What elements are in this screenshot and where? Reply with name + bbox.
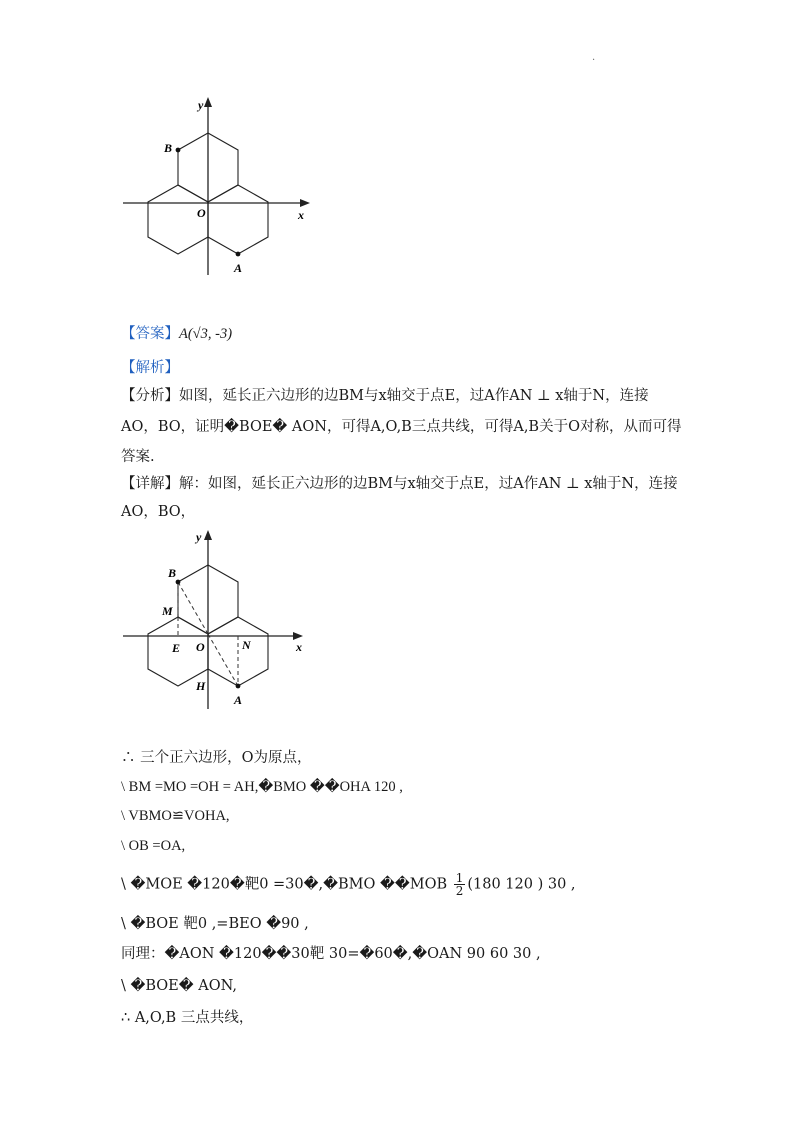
answer-tag: 【答案】 [121, 326, 179, 342]
detail-line-1 [121, 474, 678, 494]
fig1-label-y: y [198, 98, 204, 112]
fig2-label-x: x [296, 640, 302, 654]
step-6: \ �BOE 靶0 ,=BEO �90 , [121, 916, 309, 932]
fig1-label-x: x [298, 208, 304, 222]
fig2-label-h: H [196, 679, 206, 693]
step-5-right: (180 120 ) 30 , [467, 876, 576, 893]
step-7: 同理：�AON �120��30靶 30=�60�,�OAN 90 60 30 , [121, 946, 541, 962]
step-5-left: \ �MOE �120�靶0 =30�,�BMO ��MOB [121, 876, 452, 893]
fig2-label-a: A [234, 693, 243, 707]
fig2-label-b: B [168, 566, 177, 580]
fenxi-line-1 [121, 386, 649, 406]
analysis-line [121, 358, 179, 378]
step-4: \ OB =OA, [121, 838, 186, 854]
figure-hexagons-1 [118, 95, 318, 280]
step-8: \ �BOE� AON, [121, 978, 237, 994]
fig1-label-a: A [234, 261, 243, 275]
fig2-label-m: M [162, 604, 173, 618]
step-1: ∴ 三个正六边形，O为原点， [121, 750, 312, 766]
step-5-fraction [454, 872, 466, 897]
figure-hexagons-2 [118, 527, 318, 712]
step-5-denominator: 2 [455, 884, 464, 898]
step-3: \ VBMO≌VOHA, [121, 808, 230, 824]
answer-text: A(√3, -3) [179, 326, 233, 342]
fig2-label-e: E [172, 641, 181, 655]
fenxi-tag: 【分析】 [121, 388, 179, 404]
fig1-label-b: B [164, 141, 173, 155]
fenxi-line-3: 答案. [121, 449, 155, 465]
analysis-tag: 【解析】 [121, 360, 179, 376]
fig1-label-o: O [197, 206, 206, 220]
fenxi-text-1: 如图，延长正六边形的边BM与x轴交于点E，过A作AN ⊥ x轴于N，连接 [179, 388, 649, 404]
fenxi-line-2: AO，BO，证明�BOE� AON，可得A,O,B三点共线，可得A,B关于O对称，从而可得 [121, 419, 682, 435]
step-2: \ BM =MO =OH = AH,�BMO ��OHA 120 , [121, 779, 403, 795]
step-9: ∴ A,O,B 三点共线， [121, 1010, 254, 1026]
detail-text-1: 解：如图，延长正六边形的边BM与x轴交于点E，过A作AN ⊥ x轴于N，连接 [179, 476, 678, 492]
fig2-label-o: O [196, 640, 205, 654]
step-5-numerator: 1 [455, 871, 464, 885]
fig2-label-n: N [242, 638, 251, 652]
corner-mark: . [592, 52, 596, 63]
fig2-label-y: y [196, 530, 202, 544]
detail-line-2: AO，BO， [121, 504, 196, 520]
answer-line [121, 324, 232, 344]
step-5 [121, 872, 576, 897]
detail-tag: 【详解】 [121, 476, 179, 492]
